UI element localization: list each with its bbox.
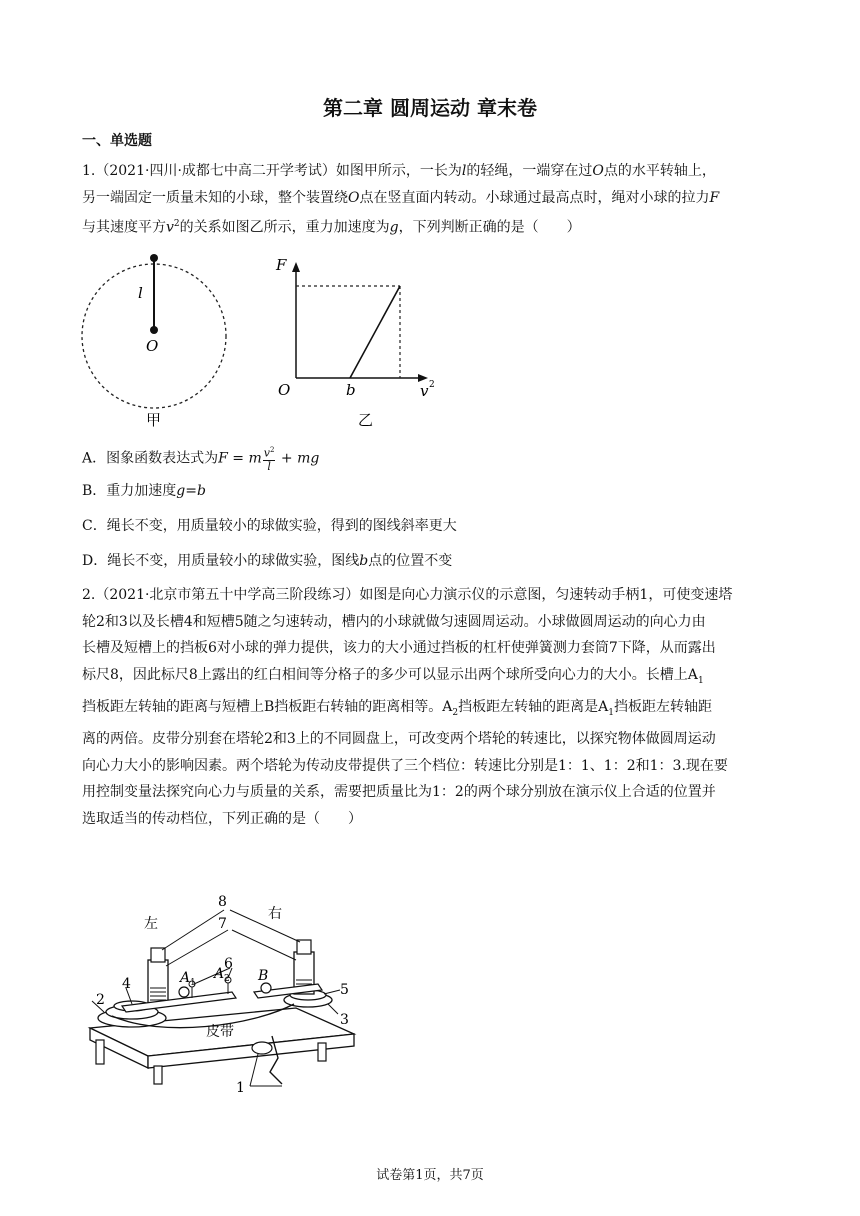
label-4: 4 bbox=[122, 976, 131, 992]
option-d[interactable]: D．绳长不变，用质量较小的球做实验，图线b点的位置不变 bbox=[82, 553, 453, 569]
page-title: 第二章 圆周运动 章末卷 bbox=[323, 96, 537, 120]
label-v-sup: 2 bbox=[429, 380, 435, 390]
label-B: B bbox=[258, 968, 269, 984]
label-O2: O bbox=[278, 381, 291, 399]
label-b: b bbox=[346, 381, 356, 399]
label-right: 右 bbox=[268, 906, 282, 922]
label-A1: A bbox=[180, 970, 191, 986]
label-6: 6 bbox=[224, 956, 233, 972]
option-a[interactable]: A．图象函数表达式为F = m $\frac{v^2}{l}$ + mg bbox=[82, 446, 320, 473]
page-footer: 试卷第1页，共7页 bbox=[376, 1168, 484, 1183]
figure-apparatus bbox=[82, 888, 382, 1108]
label-F: F bbox=[276, 256, 287, 274]
section-heading: 一、单选题 bbox=[82, 133, 152, 149]
label-left: 左 bbox=[144, 916, 158, 932]
caption-yi: 乙 bbox=[358, 411, 374, 429]
figure-jia bbox=[78, 250, 238, 430]
label-v: v bbox=[420, 382, 429, 400]
label-1: 1 bbox=[236, 1080, 245, 1096]
label-2: 2 bbox=[96, 992, 105, 1008]
question-1-text: 1.（2021·四川·成都七中高二开学考试）如图甲所示，一长为l的轻绳，一端穿在过O点的水平转轴上， 另一端固定一质量未知的小球，整个装置绕O点在竖直面内转动。小球通过最高点时，绳对小球的拉力F 与其速度平方$v^2$的关系如图乙所示，重力加速度为g，下列判断正确的是（ ） bbox=[82, 163, 720, 236]
label-7: 7 bbox=[218, 916, 227, 932]
caption-jia: 甲 bbox=[146, 411, 162, 429]
svg-text:1: 1 bbox=[190, 978, 196, 988]
label-O: O bbox=[146, 337, 159, 355]
label-5: 5 bbox=[340, 982, 349, 998]
svg-text:2: 2 bbox=[224, 974, 230, 984]
option-c[interactable]: C．绳长不变，用质量较小的球做实验，得到的图线斜率更大 bbox=[82, 518, 457, 534]
label-3: 3 bbox=[340, 1012, 349, 1028]
label-8: 8 bbox=[218, 894, 227, 910]
figure-yi bbox=[270, 250, 450, 430]
label-l: l bbox=[138, 284, 143, 302]
label-A2: A bbox=[214, 966, 225, 982]
question-2-text: 2.（2021·北京市第五十中学高三阶段练习）如图是向心力演示仪的示意图，匀速转动手柄1，可使变速塔 轮2和3以及长槽4和短槽5随之匀速转动，槽内的小球就做匀速圆周运动。小球做圆周运动的向心力由 长槽及短槽上的挡板6对小球的弹力提供，该力的大小通过挡板的杠杆使弹簧测力套筒7下降，从而露出 标尺8，因此标尺8上露出的红白相间等分格子的多少可以显示出两个球所受向心力的大小。长槽上$A_1$ 挡板距左转轴的距离与短槽上B挡板距右转轴的距离相等。$A_2$挡板距左转轴的距离是$A_1$挡板距左转轴距 离的两倍。皮带分别套在塔轮2和3上的不同圆盘上，可改变两个塔轮的转速比，以探究物体做圆周运动 向心力大小的影响因素。两个塔轮为传动皮带提供了三个档位：转速比分别是1：1、1：2和1：3.现在要 用控制变量法探究向心力与质量的关系，需要把质量比为1：2的两个球分别放在演示仪上合适的位置并 选取适当的传动档位，下列正确的是（ ） bbox=[82, 587, 733, 827]
label-belt: 皮带 bbox=[206, 1024, 234, 1040]
option-b[interactable]: B．重力加速度g=b bbox=[82, 483, 206, 499]
